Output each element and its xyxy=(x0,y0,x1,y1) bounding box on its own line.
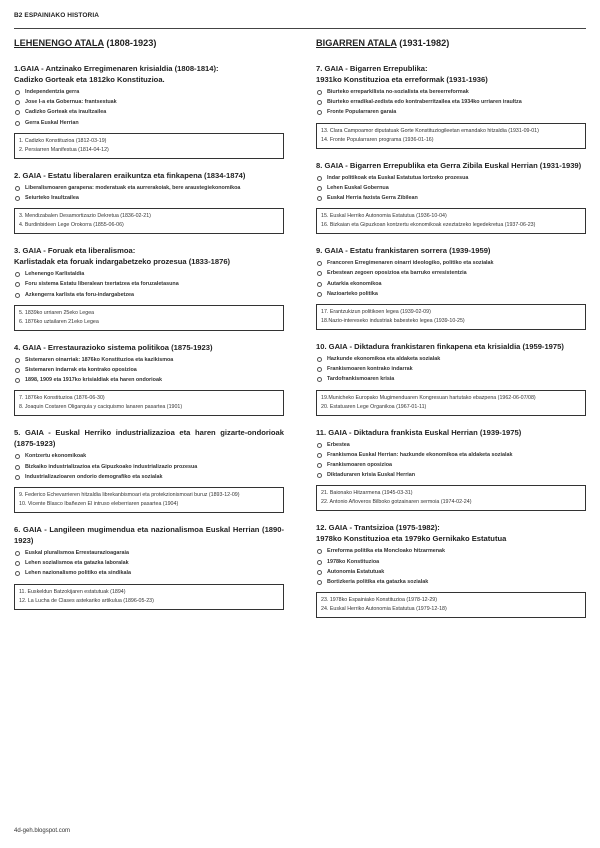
topic-list xyxy=(14,548,284,579)
topic-title-main: 6. GAIA - Langileen mugimendua eta nazionalismoa Euskal Herrian (1890-1923) xyxy=(14,525,284,546)
document-reference: 15. Euskal Herriko Autonomia Estatutua (1936-10-04) xyxy=(321,213,447,220)
topic-title-main: 1.GAIA - Antzinako Erregimenaren krisialdia (1808-1814): xyxy=(14,64,219,73)
topic-section xyxy=(316,245,586,330)
document-reference-box xyxy=(316,208,586,234)
document-reference: 21. Baionako Hitzarmena (1945-03-31) xyxy=(321,490,413,497)
list-item: Francoren Erregimenaren oinarri ideologiko, politiko eta sozialak xyxy=(316,258,586,268)
document-reference: 11. Euskeldun Batzokijaren estatutuak (1894) xyxy=(19,588,126,595)
list-item: Kontzertu ekonomikoak xyxy=(14,451,284,461)
topic-section xyxy=(14,245,284,331)
topic-section xyxy=(14,170,284,234)
topic-title-main: 12. GAIA - Trantsizioa (1975-1982): xyxy=(316,523,440,533)
topic-list xyxy=(14,355,284,386)
list-item: Bortizkeria politika eta gatazka sozialak xyxy=(316,577,586,587)
topic-title-main: 7. GAIA - Bigarren Errepublika: xyxy=(316,64,428,73)
topic-title xyxy=(316,160,586,171)
document-reference-box xyxy=(316,304,586,330)
right-sections xyxy=(316,63,586,618)
topic-list xyxy=(316,87,586,118)
list-item: Lehen Euskal Gobernua xyxy=(316,183,586,193)
topic-title-main: 9. GAIA - Estatu frankistaren sorrera (1939-1959) xyxy=(316,246,491,256)
header-title: B2 ESPAINIAKO HISTORIA xyxy=(14,12,100,19)
topic-section xyxy=(14,524,284,610)
list-item: 1898, 1909 eta 1917ko krisialdiak eta haren ondorioak xyxy=(14,375,284,385)
document-reference: 18.Nazio-intereseko industriak babesteko legea (1939-10-25) xyxy=(321,318,465,325)
list-item: Sistemaren indarrak eta kontrako oposizioa xyxy=(14,365,284,375)
document-reference-box xyxy=(14,133,284,159)
topic-list xyxy=(316,546,586,587)
document-reference: 12. La Lucha de Clases astekariko artikulua (1896-05-23) xyxy=(19,597,154,604)
topic-list xyxy=(316,173,586,204)
part-title-underlined: BIGARREN ATALA xyxy=(316,38,397,48)
document-reference-box xyxy=(14,584,284,610)
document-reference-box xyxy=(316,123,586,149)
topic-section xyxy=(316,160,586,235)
part-title-years: (1931-1982) xyxy=(396,38,450,48)
list-item: Biurteko erreparkilista no-sozialista eta bereerreformak xyxy=(316,87,586,97)
list-item: Frankismoa Euskal Herrian: hazkunde ekonomikoa eta aldaketa sozialak xyxy=(316,450,586,460)
document-reference: 3. Mendizabalen Desamortizazio Dekretua (1836-02-21) xyxy=(19,213,151,220)
document-reference: 13. Clara Campoamor diputatuak Gorte Konstituziogileetan emandako hitzaldia (1931-09-01) xyxy=(321,127,539,134)
topic-list xyxy=(316,258,586,299)
topic-title xyxy=(14,427,284,449)
list-item: Lehenengo Karlistaldia xyxy=(14,269,284,279)
document-reference: 8. Joaquin Costaren Oligarquia y caciquismo lanaren pasartea (1901) xyxy=(19,404,183,411)
document-reference: 14. Fronte Popularraren programa (1936-01-16) xyxy=(321,136,434,143)
list-item: Industrializazioaren ondorio demografiko eta sozialak xyxy=(14,472,284,482)
part-title-underlined: LEHENENGO ATALA xyxy=(14,38,104,48)
document-reference-box xyxy=(14,305,284,331)
list-item: Erbestea xyxy=(316,440,586,450)
topic-section xyxy=(14,63,284,159)
topic-list xyxy=(14,87,284,128)
footer-url[interactable]: 4d-geh.blogspot.com xyxy=(14,828,71,834)
topic-title xyxy=(14,170,284,181)
topic-title-main: 4. GAIA - Errestaurazioko sistema politikoa (1875-1923) xyxy=(14,342,213,352)
topic-section xyxy=(316,427,586,512)
list-item: Nazioarteko politika xyxy=(316,289,586,299)
list-item: Tardofrankismoaren krisia xyxy=(316,374,586,384)
topic-title xyxy=(316,245,586,256)
right-column xyxy=(316,38,586,629)
document-reference: 17. Erantzukizun politikoen legea (1939-02-09) xyxy=(321,309,431,316)
document-reference-box xyxy=(316,390,586,416)
document-reference: 10. Vicente Blasco Ibañezen El intruso eleberriaren pasartea (1904) xyxy=(19,501,179,508)
topic-title xyxy=(14,245,284,267)
topic-title xyxy=(316,522,586,544)
list-item: Foru sistema Estatu liberalean txertatzea eta foruzaletasuna xyxy=(14,279,284,289)
left-sections xyxy=(14,63,284,610)
left-column xyxy=(14,38,284,621)
document-reference-box xyxy=(316,485,586,511)
topic-title-main: 5. GAIA - Euskal Herriko industrializazioa eta haren gizarte-ondorioak (1875-1923) xyxy=(14,428,284,449)
list-item: Sistemaren oinarriak: 1876ko Konstituzioa eta kazikismoa xyxy=(14,355,284,365)
list-item: Bizkaiko industrializazioa eta Gipuzkoako industrializazio prozesua xyxy=(14,462,284,472)
list-item: Jose I-a eta Gobernua: frantsestuak xyxy=(14,97,284,107)
document-reference: 7. 1876ko Konstituzioa (1876-06-30) xyxy=(19,395,105,402)
topic-list xyxy=(14,269,284,300)
list-item: Autonomia Estatutuak xyxy=(316,567,586,577)
list-item: Azkengerra karlista eta foru-indargabetzea xyxy=(14,290,284,300)
topic-section xyxy=(14,427,284,513)
part-title-years: (1808-1923) xyxy=(103,38,157,48)
topic-title xyxy=(14,63,284,85)
list-item: Autarkia ekonomikoa xyxy=(316,279,586,289)
topic-list xyxy=(14,451,284,482)
topic-section xyxy=(316,341,586,416)
topic-title-main: 8. GAIA - Bigarren Errepublika eta Gerra Zibila Euskal Herrian (1931-1939) xyxy=(316,160,582,170)
topic-title-sub: Karlistadak eta foruak indargabetzeko prozesua (1833-1876) xyxy=(14,257,231,267)
topic-title-sub: 1978ko Konstituzioa eta 1979ko Gernikako Estatutua xyxy=(316,534,507,544)
list-item: Erbestean zegoen oposizioa eta barruko erresistentzia xyxy=(316,268,586,278)
list-item: Hazkunde ekonomikoa eta aldaketa sozialak xyxy=(316,354,586,364)
topic-section xyxy=(316,522,586,618)
list-item: Diktaduraren krisia Euskal Herrian xyxy=(316,470,586,480)
topic-title xyxy=(316,427,586,438)
topic-title xyxy=(316,341,586,352)
document-reference: 16. Bizkaian eta Gipuzkoan kontzertu ekonomikoak ezeztatzeko legedekretua (1937-06-23) xyxy=(321,222,536,229)
list-item: Indar politikoak eta Euskal Estatutua lortzeko prozesua xyxy=(316,173,586,183)
topic-section xyxy=(316,63,586,149)
topic-title xyxy=(316,63,586,85)
list-item: Gerra Euskal Herrian xyxy=(14,118,284,128)
document-reference-box xyxy=(14,487,284,513)
list-item: Fronte Popularraren garaia xyxy=(316,107,586,117)
document-reference: 4. Burdinbideen Lege Orokorra (1855-06-06) xyxy=(19,222,124,229)
topic-title-main: 11. GAIA - Diktadura frankista Euskal Herrian (1939-1975) xyxy=(316,427,522,437)
topic-title-sub: Cadizko Gorteak eta 1812ko Konstituzioa. xyxy=(14,75,165,84)
document-reference: 2. Persiarren Manifestua (1814-04-12) xyxy=(19,146,109,153)
document-reference-box xyxy=(14,390,284,416)
document-reference: 1. Cadizko Konstituzioa (1812-03-19) xyxy=(19,137,107,144)
topic-title-sub: 1931ko Konstituzioa eta erreformak (1931-1936) xyxy=(316,75,488,84)
document-reference: 23. 1978ko Espainiako Konstituzioa (1978-12-29) xyxy=(321,597,438,604)
list-item: Erreforma politika eta Moncloako hitzarmenak xyxy=(316,546,586,556)
topic-title xyxy=(14,342,284,353)
document-reference: 19.Municheko Europako Mugimenduaren Kongresuan hartutako ebazpena (1962-06-07/08) xyxy=(321,394,536,401)
list-item: Lehen sozialismoa eta gatazka laboralak xyxy=(14,558,284,568)
topic-title-main: 3. GAIA - Foruak eta liberalismoa: xyxy=(14,246,136,256)
part-title-left xyxy=(14,38,284,48)
list-item: Frankismoaren oposizioa xyxy=(316,460,586,470)
list-item: Lehen nazionalismo politiko eta sindikala xyxy=(14,568,284,578)
topic-title xyxy=(14,524,284,546)
document-reference: 24. Euskal Herriko Autonomia Estatutua (1979-12-18) xyxy=(321,606,447,613)
list-item: 1978ko Konstituzioa xyxy=(316,557,586,567)
document-reference-box xyxy=(316,592,586,618)
document-reference: 22. Antonio Añoveros Bilboko gotzainaren sermoia (1974-02-24) xyxy=(321,499,472,506)
document-reference: 20. Estatuaren Lege Organikoa (1967-01-11) xyxy=(321,403,427,410)
list-item: Liberalismoaren garapena: moderatuak eta aurrerakoiak, bere araustegiekonomikoa xyxy=(14,183,284,193)
topic-title-main: 2. GAIA - Estatu liberalaren eraikuntza eta finkapena (1834-1874) xyxy=(14,170,246,180)
part-title-right xyxy=(316,38,586,48)
document-reference: 5. 1839ko urriaren 25eko Legea xyxy=(19,309,95,316)
topic-list xyxy=(316,354,586,385)
topic-list xyxy=(14,183,284,203)
topic-section xyxy=(14,342,284,417)
list-item: Biurteko erradikal-zedista edo kontraberritzailea eta 1934ko urriaren iraultza xyxy=(316,97,586,107)
list-item: Euskal pluralismoa Errestaurazioagaraia xyxy=(14,548,284,558)
list-item: Independentzia gerra xyxy=(14,87,284,97)
document-reference: 6. 1876ko uztailaren 21eko Legea xyxy=(19,318,99,325)
list-item: Frankismoaren kontrako indarrak xyxy=(316,364,586,374)
list-item: Seiurteko Iraultzailea xyxy=(14,193,284,203)
list-item: Cadizko Gorteak eta iraultzailea xyxy=(14,107,284,117)
document-reference: 9. Federico Echevarrieren hitzaldia librekanbismoari eta protekzionismoari buruz (1893-12-09) xyxy=(19,492,240,499)
topic-title-main: 10. GAIA - Diktadura frankistaren finkapena eta krisialdia (1959-1975) xyxy=(316,342,564,352)
topic-list xyxy=(316,440,586,481)
page-header xyxy=(14,12,586,29)
document-reference-box xyxy=(14,208,284,234)
list-item: Euskal Herria faxista Gerra Zibilean xyxy=(316,193,586,203)
